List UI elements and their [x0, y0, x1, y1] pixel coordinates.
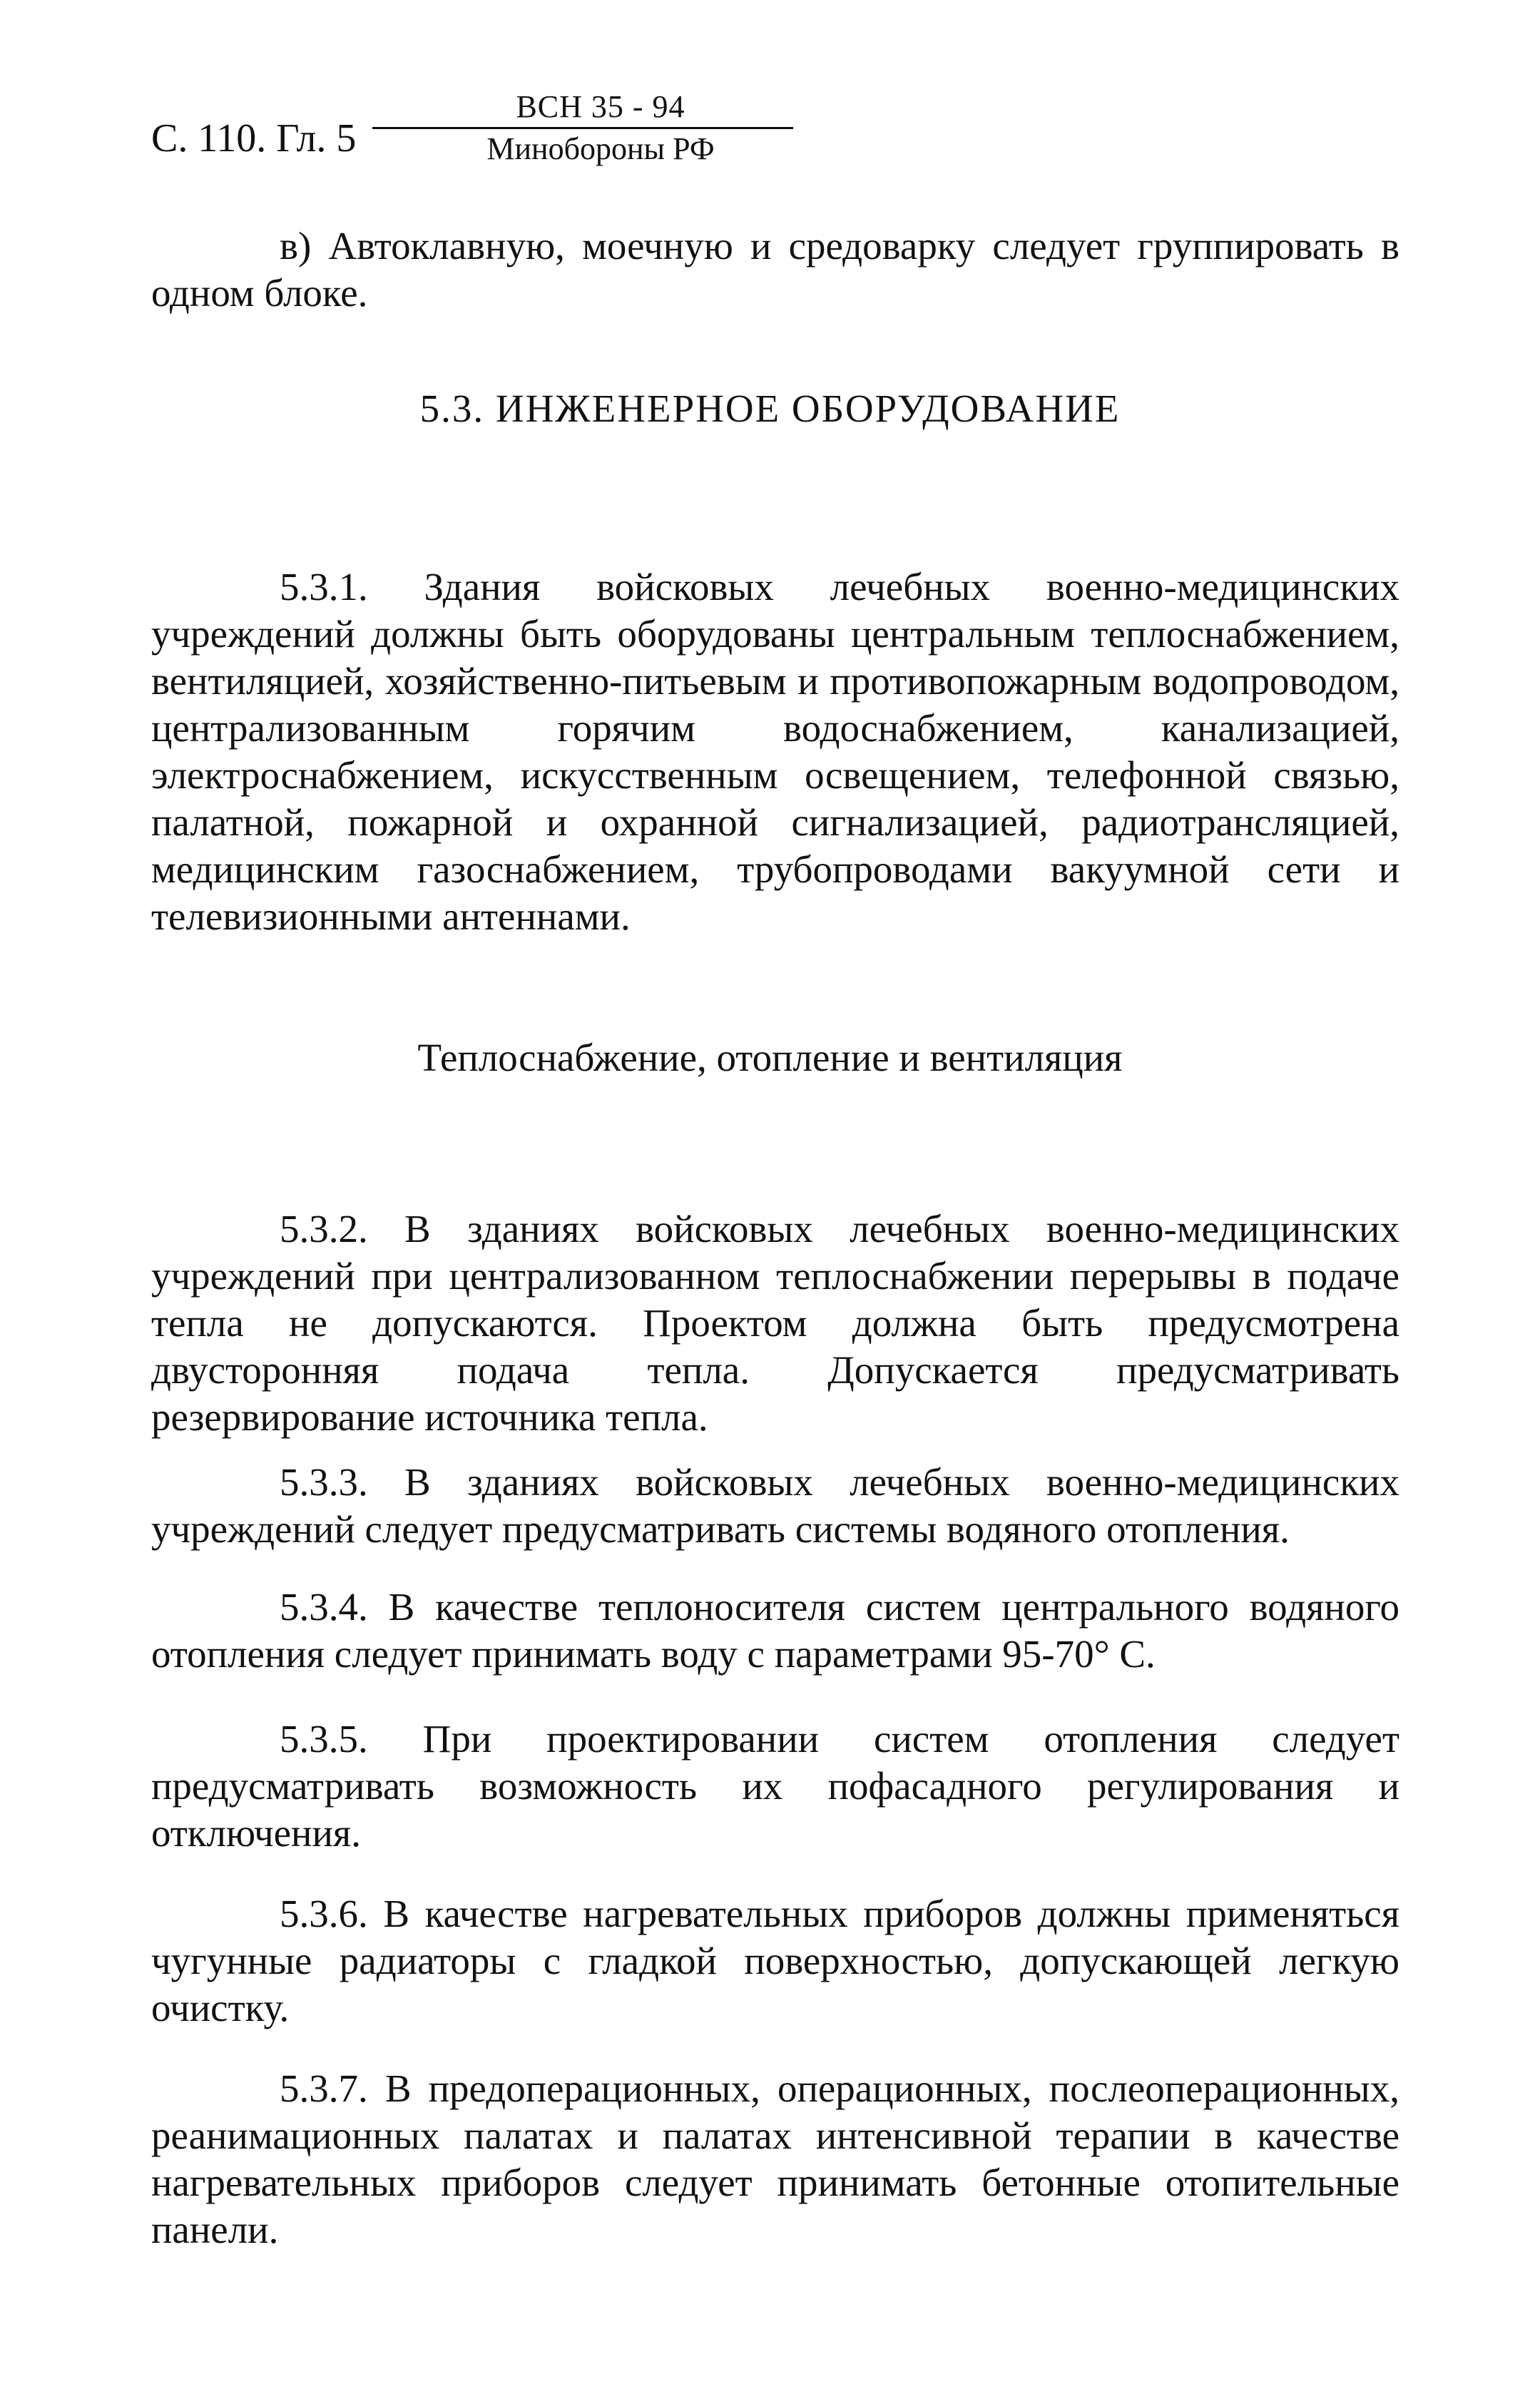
document-code: ВСН 35 - 94 [516, 89, 685, 124]
page-header [151, 91, 793, 191]
paragraph-number: 5.3.5. [280, 1717, 368, 1761]
paragraph-5-3-3 [151, 1459, 1399, 1553]
paragraph-5-3-5 [151, 1716, 1399, 1857]
paragraph-text: В качестве теплоносителя систем центрального водяного отопления следует принимать воду с параметрами 95-70° С. [151, 1585, 1400, 1676]
paragraph-5-3-6 [151, 1890, 1399, 2032]
paragraph-number: 5.3.1. [280, 565, 368, 608]
paragraph-number: 5.3.2. [280, 1207, 368, 1250]
paragraph-5-3-7 [151, 2065, 1399, 2253]
paragraph-5-3-2 [151, 1206, 1399, 1441]
paragraph-text: Здания войсковых лечебных военно-медицинских учреждений должны быть оборудованы центральным теплоснабжением, вентиляцией, хозяйственно-питьевым и противопожарным водопроводом, централизованным горячим водоснабжением, канализацией, электроснабжением, искусственным освещением, телефонной связью, палатной, пожарной и охранной сигнализацией, радиотрансляцией, медицинским газоснабжением, трубопроводами вакуумной сети и телевизионными антеннами. [151, 565, 1400, 938]
paragraph-number: 5.3.6. [280, 1892, 368, 1935]
page-reference: С. 110. Гл. 5 [151, 116, 357, 161]
paragraph-number: 5.3.7. [280, 2067, 368, 2110]
fraction-divider [372, 127, 793, 129]
subsection-title: Теплоснабжение, отопление и вентиляция [417, 1036, 1123, 1079]
section-title: 5.3. ИНЖЕНЕРНОЕ ОБОРУДОВАНИЕ [419, 387, 1121, 430]
paragraph-text: В предоперационных, операционных, послеоперационных, реанимационных палатах и палатах интенсивной терапии в качестве нагревательных приборов следует принимать бетонные отопительные панели. [151, 2067, 1399, 2251]
paragraph-text: При проектировании систем отопления следует предусматривать возможность их пофасадного регулирования и отключения. [151, 1717, 1399, 1855]
issuing-organization: Минобороны РФ [486, 131, 715, 166]
paragraph-number: 5.3.3. [280, 1460, 368, 1504]
paragraph-text: В зданиях войсковых лечебных военно-медицинских учреждений при централизованном теплоснабжении перерывы в подаче тепла не допускаются. Проектом должна быть предусмотрена двусторонняя подача тепла. Допускается предусматривать резервирование источника тепла. [151, 1207, 1399, 1439]
intro-paragraph: в) Автоклавную, моечную и средоварку следует группировать в одном блоке. [151, 224, 1399, 315]
paragraph-number: 5.3.4. [280, 1585, 368, 1629]
document-code-fraction [372, 91, 800, 165]
paragraph-text: В зданиях войсковых лечебных военно-медицинских учреждений следует предусматривать системы водяного отопления. [151, 1460, 1399, 1551]
paragraph-5-3-4 [151, 1584, 1399, 1678]
paragraph-5-3-1 [151, 564, 1399, 940]
paragraph-text: В качестве нагревательных приборов должны применяться чугунные радиаторы с гладкой поверхностью, допускающей легкую очистку. [151, 1892, 1399, 2029]
